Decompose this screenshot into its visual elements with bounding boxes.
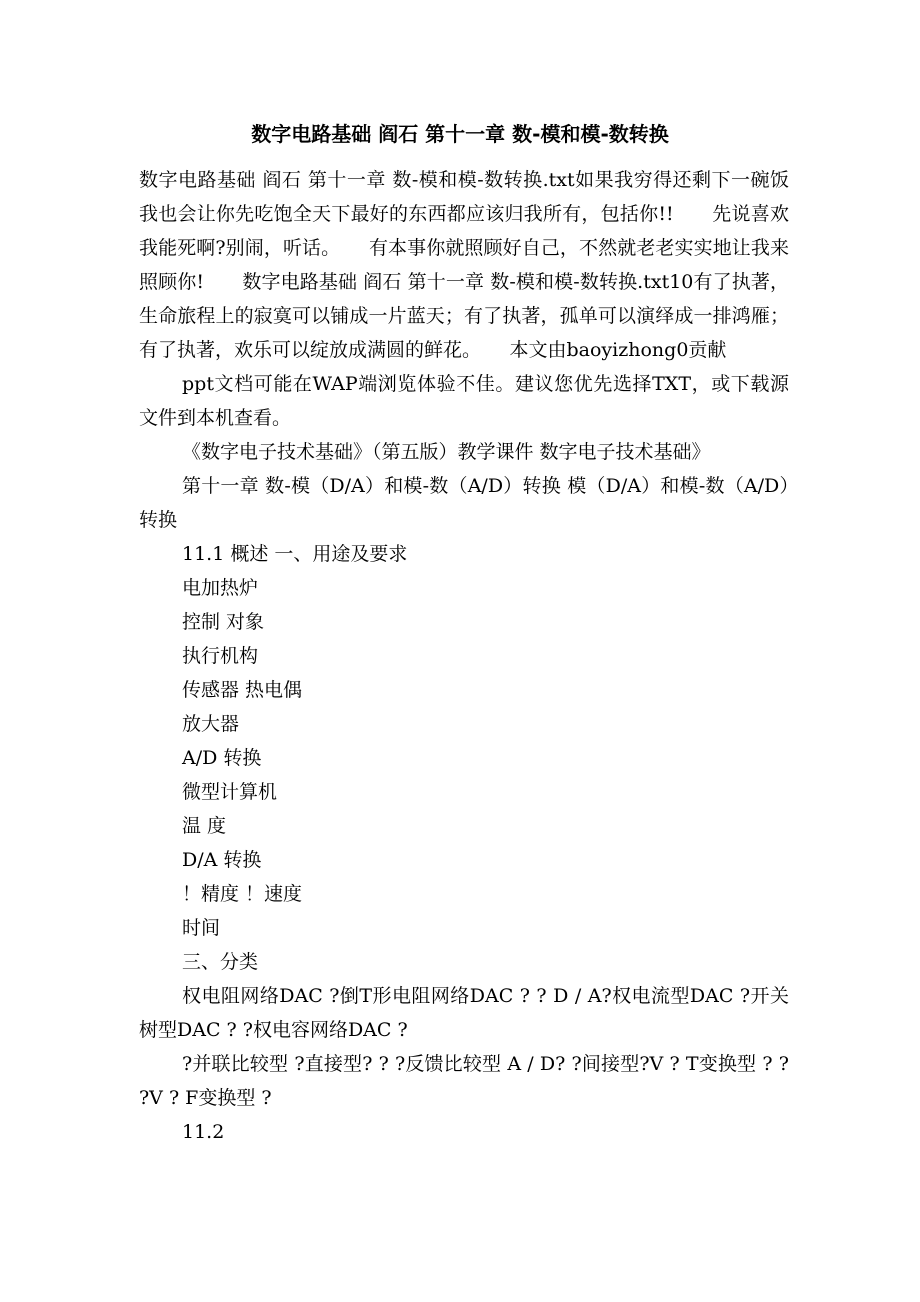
list-item: D/A 转换 xyxy=(182,849,262,871)
list-item: ！精度 ！速度 xyxy=(182,883,303,905)
section-heading-next: 11.2 xyxy=(182,1121,225,1143)
document-body xyxy=(139,163,789,1149)
notice-paragraph: ppt文档可能在WAP端浏览体验不佳。建议您优先选择TXT，或下载源文件到本机查看。 xyxy=(139,373,789,429)
list-item: 放大器 xyxy=(182,713,240,735)
list-item: 时间 xyxy=(182,917,221,939)
list-item: 温 度 xyxy=(182,815,227,837)
adc-classification-paragraph: ?并联比较型 ?直接型? ? ?反馈比较型 A / D? ?间接型?V ? T变换型 ? ? ?V ? F变换型 ? xyxy=(139,1053,789,1109)
list-item: 传感器 热电偶 xyxy=(182,679,303,701)
list-item: 电加热炉 xyxy=(182,577,259,599)
document-title: 数字电路基础 阎石 第十一章 数-模和模-数转换 xyxy=(251,122,669,146)
intro-paragraph: 数字电路基础 阎石 第十一章 数-模和模-数转换.txt如果我穷得还剩下一碗饭 我也会让你先吃饱全天下最好的东西都应该归我所有，包括你!! 先说喜欢我能死啊?别闹，听话。 有本事你就照顾好自己，不然就老老实实地让我来照顾你! 数字电路基础 阎石 第十一章 数-模和模-数转换.txt10有了执著，生命旅程上的寂寞可以铺成一片蓝天；有了执著，孤单可以演绎成一排鸿雁；有了执著，欢乐可以绽放成满圆的鲜花。 本文由baoyizhong0贡献 xyxy=(139,169,789,361)
dac-classification-paragraph: 权电阻网络DAC ?倒T形电阻网络DAC ? ? D / A?权电流型DAC ?开关树型DAC ? ?权电容网络DAC ? xyxy=(139,985,789,1041)
list-item: 执行机构 xyxy=(182,645,259,667)
section-heading-overview: 11.1 概述 一、用途及要求 xyxy=(182,543,408,565)
course-title-paragraph: 《数字电子技术基础》（第五版）教学课件 数字电子技术基础》 xyxy=(182,441,711,463)
chapter-title-paragraph: 第十一章 数-模（D/A）和模-数（A/D）转换 模（D/A）和模-数（A/D）转换 xyxy=(139,475,789,531)
section-heading-classification: 三、分类 xyxy=(182,951,259,973)
list-item: A/D 转换 xyxy=(182,747,262,769)
list-item: 微型计算机 xyxy=(182,781,278,803)
list-item: 控制 对象 xyxy=(182,611,265,633)
